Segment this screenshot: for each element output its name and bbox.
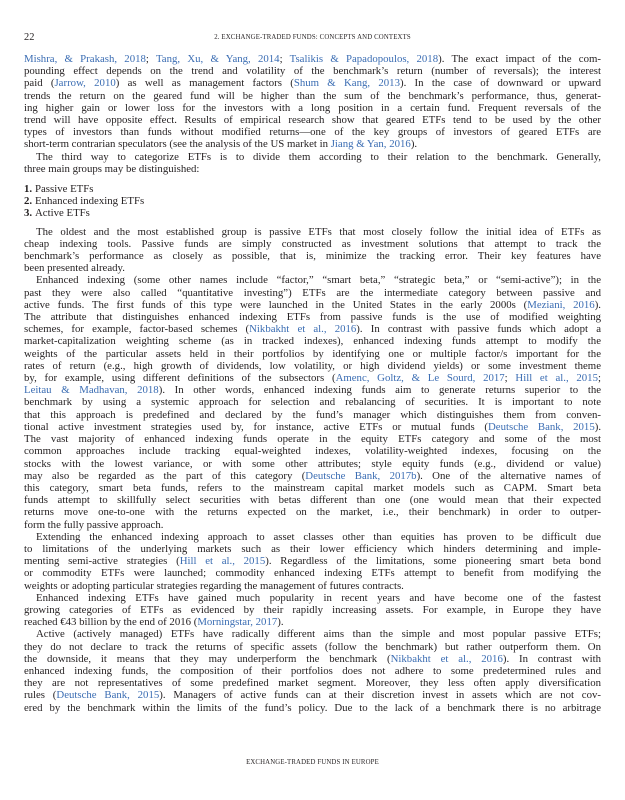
text-line [24,421,601,433]
list-number: 2. [24,195,33,208]
text-run: reached €43 billion by the end of 2016 ( [24,616,198,629]
list-label: Passive ETFs [35,183,94,196]
text-run: ). In the case of downward or upward [399,77,602,90]
text-line [24,628,601,640]
text-line [24,470,601,482]
text-run: benchmark’s performance as closely as possible, that is, minimize the tracking error. Their key features have [24,250,601,263]
citation-link[interactable]: Meziani, 2016 [527,298,595,311]
text-line [24,335,601,347]
text-line [24,445,601,457]
text-run: types of investors than funds without modified returns—one of the key groups of investors of geared ETFs are [24,126,601,139]
text-run: active funds. The first funds of this type were launched in the United States in the early 2000s ( [24,298,528,311]
text-line [24,65,601,77]
citation-link[interactable]: Tsalikis & Papadopoulos, 2018 [289,53,439,65]
list-number: 1. [24,183,33,196]
text-line [24,689,601,701]
text-line [24,274,601,286]
citation-link[interactable]: Deutsche Bank, 2015 [488,420,595,433]
text-line [24,433,601,445]
text-line [24,262,601,274]
text-run: past they were also called “quantitative investing”) ETFs are the intermediate category between passive and [24,286,601,299]
text-run: ). The exact impact of the com- [438,53,601,65]
body-text [24,53,601,714]
text-line [24,580,601,592]
text-line [24,250,601,262]
text-line [24,506,601,518]
running-title: 2. EXCHANGE-TRADED FUNDS: CONCEPTS AND CONTEXTS [214,34,411,41]
text-run: Enhanced indexing (some other names include “factor,” “smart beta,” “strategic beta,” or “semi-active”); in the [36,274,601,287]
text-run: cheap indexing tools. Passive funds are simply constructed as investment solutions that attempt to track the [24,237,601,250]
text-run: benchmark by using a systemic approach for selection and rebalancing of securities. It is important to note [24,396,601,409]
text-run: the downside, it means that they may underperform the benchmark ( [24,652,391,665]
text-line [24,90,601,102]
text-line [24,287,601,299]
text-run: by, for example, using different definitions of the subsectors ( [24,372,336,385]
text-line [24,567,601,579]
paragraph-popularity [24,592,601,629]
text-line [24,604,601,616]
text-line [24,555,601,567]
text-run: short-term contrarian speculators (see the analysis of the US market in [24,138,331,151]
text-run: three main groups may be distinguished: [24,162,200,175]
text-run: ered by the benchmark within the limits of the fund’s policy. Due to the lack of a benchmark there is no arbitrage [24,701,601,714]
text-run: stocks with the lowest variance, or with some other attributes; style equity funds (e.g., dividend or value) [24,457,601,470]
citation-link[interactable]: Hill et al., 2015 [179,555,266,568]
text-run: ). [277,616,284,629]
paragraph-passive-etfs [24,226,601,275]
text-run: to limitations of the underlying markets such as their lower efficiency which hinders determining and imple- [24,542,601,555]
text-run: returns move one-to-one with the returns expected on the market, i.e., their benchmark) in order to outper- [24,506,601,519]
text-line [24,114,601,126]
etf-groups-list [24,183,601,220]
text-run: this category, smart beta funds, refers to the mainstream capital market models such as CAPM. Smart beta [24,481,601,494]
text-line [24,665,601,677]
list-item [24,183,601,195]
paragraph-geared-funds [24,53,601,151]
text-line [24,77,601,89]
text-line [24,226,601,238]
text-line [24,409,601,421]
page-number: 22 [24,32,35,43]
citation-link[interactable]: Nikbakht et al., 2016 [390,652,503,665]
citation-link[interactable]: Tang, Xu, & Yang, 2014 [155,53,280,65]
text-run: enhanced indexing funds, the composition of their portfolios does not adhere to some predetermined rules and [24,664,601,677]
paragraph-enhanced-indexing [24,274,601,530]
text-line [24,396,601,408]
text-run: paid ( [24,77,55,90]
text-run: ). Managers of active funds can at their discretion invest in assets which are not cov- [159,689,601,702]
text-run: The oldest and the most established group is passive ETFs that most closely follow the initial idea of ETFs as [36,225,601,238]
text-run: Active (actively managed) ETFs have radically different aims than the simple and most popular passive ETFs; [36,628,601,641]
running-footer: EXCHANGE-TRADED FUNDS IN EUROPE [246,759,379,766]
text-run: ). [410,138,418,151]
text-line [24,384,601,396]
text-line [24,482,601,494]
text-line [24,311,601,323]
text-run: they are not representatives of some predefined market segment. Moreover, they less often apply diversification [24,677,601,690]
text-line [24,543,601,555]
text-line [24,494,601,506]
text-run: trend will have opposite effect. Results of empirical research show that geared ETFs tend to be used by the other [24,114,601,127]
text-run: or commodity ETFs were launched; commodity enhanced indexing ETFs attempt to benefit from modifying the [24,567,601,580]
list-label: Enhanced indexing ETFs [35,195,145,208]
text-run: Extending the enhanced indexing approach to asset classes other than equities has proven to be difficult due [36,530,601,543]
text-line [24,641,601,653]
text-run: rates of return (e.g., high growth of dividends, low volatility, or high dividend yields) or some investment theme [24,359,601,372]
text-line [24,458,601,470]
paragraph-asset-classes [24,531,601,592]
list-item [24,207,601,219]
citation-link[interactable]: Mishra, & Prakash, 2018 [24,53,146,65]
citation-link[interactable]: Morningstar, 2017 [197,616,278,629]
citation-link[interactable]: Leitau & Madhavan, 2018 [24,384,159,397]
text-run: ). [594,298,601,311]
text-run: tional active investment strategies used by, for instance, active ETFs or mutual funds ( [24,420,488,433]
text-line [24,616,601,628]
text-run: schemes, for example, factor-based schemes ( [24,323,250,336]
text-run: ). In contrast with passive funds which adopt a [356,323,601,336]
text-run: ) as well as management factors ( [115,77,294,90]
list-number: 3. [24,207,33,220]
text-run: Enhanced indexing ETFs have gained much popularity in recent years and have become one of the fastest [36,591,601,604]
text-run: The attribute that distinguishes enhanced indexing ETFs from passive funds is the use of modified weighting [24,311,601,324]
text-run: that this approach is predefined and declared by the fund’s manager which distinguishes them from conven- [24,408,601,421]
citation-link[interactable]: Shum & Kang, 2013 [293,77,400,90]
text-run: been presented already. [24,262,125,275]
text-line [24,519,601,531]
text-line [24,360,601,372]
text-run: ). [594,420,602,433]
text-line [24,702,601,714]
list-label: Active ETFs [35,207,90,220]
text-line [24,531,601,543]
text-line [24,592,601,604]
text-run: they do not declare to track the returns of specific assets (follow the benchmark) but rather outperform them. On [24,640,601,653]
text-line [24,53,601,65]
text-run: The third way to categorize ETFs is to divide them according to their relation to the benchmark. Generally, [36,150,601,163]
text-run: ; [504,372,516,385]
text-run: ; [597,372,601,385]
text-run: weights of the particular assets held in their portfolios by identifying one or multiple factor/s important for the [24,347,601,360]
citation-link[interactable]: Amenc, Goltz, & Le Sourd, 2017 [335,372,505,385]
text-line [24,102,601,114]
text-run: weights or adopting particular strategies regarding the management of futures contracts. [24,579,404,592]
text-line [24,677,601,689]
text-run: menting semi-active strategies ( [24,555,180,568]
text-run: ). In contrast with [502,652,602,665]
text-line [24,348,601,360]
text-run: form the fully passive approach. [24,518,164,531]
text-line [24,238,601,250]
paragraph-third-way [24,151,601,175]
text-run: trends the return on the geared fund will be higher than the sum of the benchmark’s performance, thus, generat- [24,89,601,102]
text-line [24,299,601,311]
text-run: ing higher gain or lower loss for the investors with a long position in a certain fund. Frequent reversals of the [24,101,601,114]
text-run: The vast majority of enhanced indexing funds operate in the equity ETFs category and some of the most [24,433,601,446]
text-run: ; [279,53,290,65]
text-run: ; [145,53,156,65]
paragraph-active-etfs [24,628,601,713]
citation-link[interactable]: Deutsche Bank, 2015 [56,689,160,702]
text-run: ). In other words, enhanced indexing funds aim to generate returns superior to the [158,384,602,397]
citation-link[interactable]: Jiang & Yan, 2016 [330,138,411,151]
text-run: pounding effect depends on the trend and volatility of the benchmark’s return (number of reversals); the interest [24,65,601,78]
text-run: market-capitalization weighting scheme (as in tracked indexes), enhanced indexing funds attempt to modify the [24,335,601,348]
list-item [24,195,601,207]
text-run: common approaches include tracking equal-weighted indexes, volatility-weighted indexes, focusing on the [24,445,601,458]
text-line [24,138,601,150]
citation-link[interactable]: Hill et al., 2015 [515,372,598,385]
text-run: ). Regardless of the limitations, some pioneering smart beta bond [265,555,601,568]
citation-link[interactable]: Nikbakht et al., 2016 [249,323,357,336]
citation-link[interactable]: Deutsche Bank, 2017b [305,469,417,482]
text-line [24,151,601,163]
text-line [24,163,601,175]
text-line [24,323,601,335]
citation-link[interactable]: Jarrow, 2010 [54,77,116,90]
text-run: rules ( [24,689,57,702]
text-run: may also be regarded as the part of this category ( [24,469,306,482]
text-line [24,126,601,138]
text-line [24,653,601,665]
text-run: growing categories of ETFs as evidenced by their rapidly increasing assets. For example, in Europe they have [24,603,601,616]
text-run: ). One of the alternative names of [416,469,601,482]
text-run: funds attempt to skillfully select securities with betas different than one (one would mean that their expected [24,494,601,507]
text-line [24,372,601,384]
